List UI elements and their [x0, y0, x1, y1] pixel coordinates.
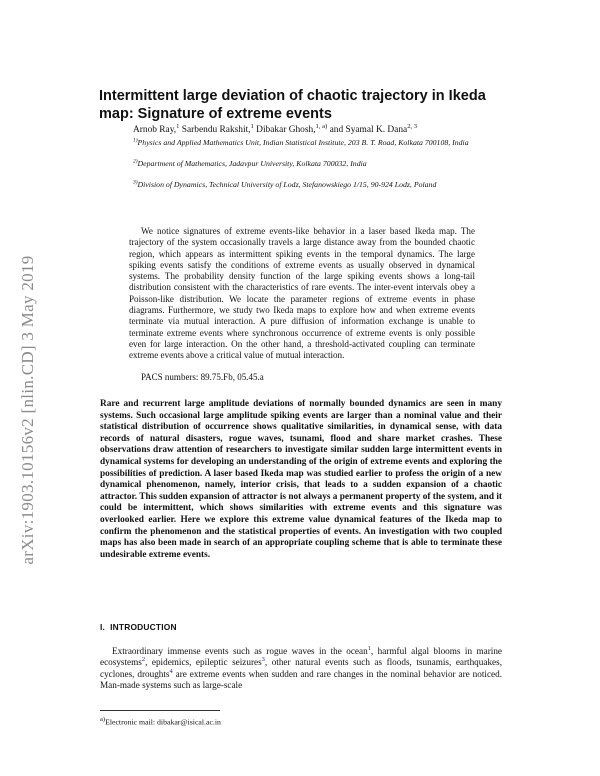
author-name: and Syamal K. Dana — [327, 125, 408, 135]
intro-text: , other natural events such as floods, tsunamis, earthquakes, cyclones, droughts — [100, 657, 502, 679]
affiliation-text: Division of Dynamics, Technical University of Lodz, Stefanowskiego 1/15, 90-924 Lodz, Poland — [137, 180, 437, 189]
author-name: Sarbendu Rakshit, — [179, 125, 251, 135]
footnote-marker: a) — [100, 716, 106, 723]
citation-link[interactable]: 1 — [367, 644, 371, 652]
affiliation-text: Physics and Applied Mathematics Unit, Indian Statistical Institute, 203 B. T. Road, Kolkata 700108, India — [137, 138, 469, 147]
footnote-text: Electronic mail: dibakar@isical.ac.in — [105, 717, 221, 727]
intro-text: are extreme events when sudden and rare changes in the nominal behavior are noticed. Man-made systems such as large-scale — [100, 668, 502, 691]
author-name: Arnob Ray, — [133, 125, 177, 135]
arxiv-sidebar — [6, 230, 50, 590]
affiliation-marker: 2) — [133, 158, 138, 165]
intro-paragraph — [100, 646, 502, 692]
author-affil-mark: 1 — [176, 122, 180, 130]
affiliation-1 — [133, 138, 503, 148]
paper-title: Intermittent large deviation of chaotic trajectory in Ikeda map: Signature of extreme events — [99, 88, 486, 122]
section-title: INTRODUCTION — [110, 622, 177, 632]
affiliation-marker: 3) — [133, 179, 138, 186]
author-affil-mark: 2, 3 — [407, 122, 418, 130]
section-number: I. — [100, 622, 106, 632]
footnote — [100, 716, 400, 727]
intro-text: Extraordinary immense events such as rogue waves in the ocean — [112, 646, 368, 656]
arxiv-identifier: arXiv:1903.10156v2 [nlin.CD] 3 May 2019 — [18, 255, 37, 565]
affiliation-3 — [133, 180, 503, 190]
author-list — [133, 124, 513, 136]
author-affil-mark: 1, a) — [315, 122, 328, 130]
affiliation-2 — [133, 159, 503, 169]
citation-link[interactable]: 3 — [261, 656, 265, 664]
author-affil-mark: 1 — [250, 122, 254, 130]
affiliation-marker: 1) — [133, 137, 138, 144]
citation-link[interactable]: 2 — [141, 656, 146, 664]
section-heading — [100, 622, 177, 632]
citation-link[interactable]: 4 — [169, 667, 173, 675]
intro-text: , harmful algal blooms in marine ecosystems — [100, 646, 502, 668]
abstract: We notice signatures of extreme events-like behavior in a laser based Ikeda map. The trajectory of the system occasionally travels a large distance away from the bounded chaotic region, which appears as intermittent spiking events in the temporal dynamics. The large spiking events satisfy the conditions of extreme events as usually observed in dynamical systems. The probability density function of the large spiking events shows a long-tail distribution consistent with the characteristics of rare events. The inter-event intervals obey a Poisson-like distribution. We locate the parameter regions of extreme events in phase diagrams. Furthermore, we study two Ikeda maps to explore how and when extreme events terminate via mutual interaction. A pure diffusion of information exchange is unable to terminate extreme events where synchronous occurrence of extreme events is only possible even for large interaction. On the other hand, a threshold-activated coupling can terminate extreme events above a critical value of mutual interaction. — [129, 226, 475, 361]
pacs-numbers: PACS numbers: 89.75.Fb, 05.45.a — [141, 372, 264, 382]
author-name: Dibakar Ghosh, — [253, 125, 316, 135]
intro-text: , epidemics, epileptic seizures — [145, 657, 262, 668]
affiliation-text: Department of Mathematics, Jadavpur University, Kolkata 700032, India — [137, 159, 367, 168]
lead-paragraph: Rare and recurrent large amplitude deviations of normally bounded dynamics are seen in many systems. Such occasional large amplitude spiking events are larger than a nominal value and their statistical distribution of occurrence shows qualitative similarities, in dynamical sense, with data records of natural disasters, rogue waves, tsunami, flood and share market crashes. These observations draw attention of researchers to investigate similar sudden large intermittent events in dynamical systems for developing an understanding of the origin of extreme events and exploring the possibilities of prediction. A laser based Ikeda map was studied earlier to profess the origin of a new dynamical phenomenon, namely, interior crisis, that leads to a sudden expansion of a chaotic attractor. This sudden expansion of attractor is not always a permanent property of the system, and it could be intermittent, which shows similarities with extreme events and this signature was overlooked earlier. Here we explore this extreme value dynamical features of the Ikeda map to confirm the phenomenon and the statistical properties of events. An investigation with two coupled maps has also been made in search of an appropriate coupling scheme that is able to terminate these undesirable extreme events. — [100, 399, 503, 560]
footnote-divider — [100, 710, 220, 711]
